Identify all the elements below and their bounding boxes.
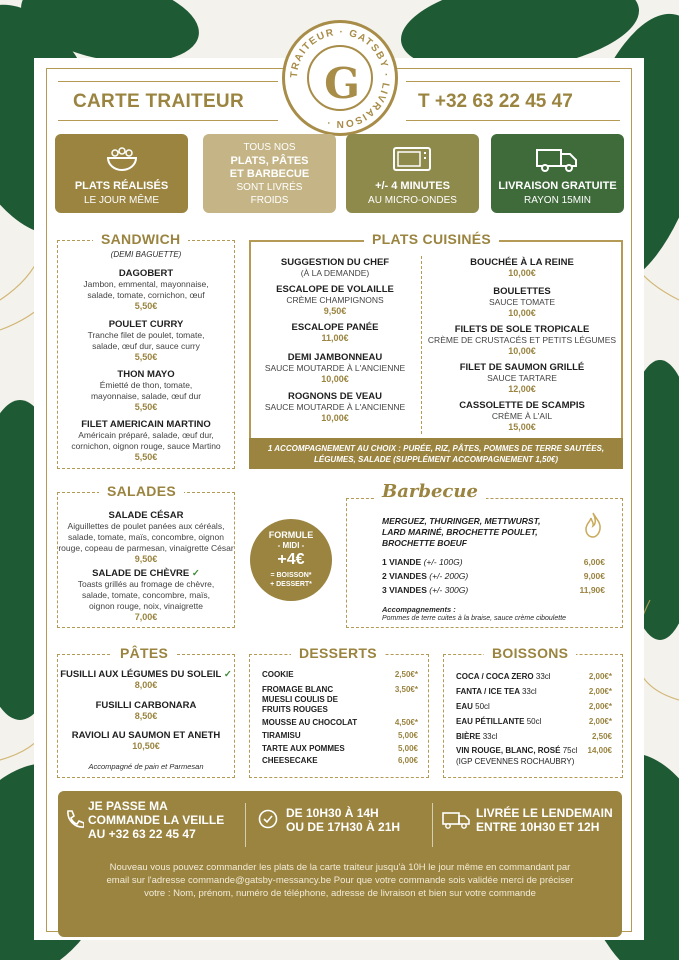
barbecue-option — [382, 557, 463, 567]
drink-volume: 33cl — [521, 687, 537, 696]
barbecue-desc-line: MERGUEZ, THURINGER, METTWURST, — [382, 516, 541, 526]
salades-title: SALADES — [99, 483, 184, 499]
drink-label: BIÈRE — [456, 732, 481, 741]
item-name: DAGOBERT — [118, 268, 174, 279]
item-price: 11,00€ — [321, 333, 349, 343]
accompaniment-line: LÉGUMES, SALADE (SUPPLÉMENT ACCOMPAGNEMENT 1,50€) — [313, 455, 559, 464]
barbecue-option — [382, 571, 468, 581]
option-weight: (+/- 200G) — [429, 571, 469, 581]
order-delivery-block — [476, 806, 613, 834]
item-price: 10,00€ — [321, 413, 349, 423]
note-line: Nouveau vous pouvez commander les plats de la carte traiteur jusqu'à 10H le jour même en commandant par — [109, 862, 571, 873]
order-text-line: COMMANDE LA VEILLE — [88, 813, 225, 827]
item-price: 10,00€ — [321, 374, 349, 384]
menu-item — [57, 568, 235, 623]
barbecue-accomp-text: Pommes de terre cuites à la braise, sauce crème ciboulette — [382, 615, 567, 622]
feature-sublabel: LE JOUR MÊME — [83, 195, 159, 206]
feature-sublabel: FROIDS — [250, 195, 289, 206]
item-desc: Tranche filet de poulet, tomate, — [87, 330, 205, 340]
menu-item — [254, 352, 416, 385]
order-info-banner — [58, 791, 622, 937]
drink-label: COCA / COCA ZERO — [456, 672, 534, 681]
delivery-truck-icon — [491, 142, 624, 174]
option-label: 2 VIANDES — [382, 571, 427, 581]
logo-ring-label: TRAITEUR · GATSBY · LIVRAISON · — [288, 26, 392, 130]
menu-item — [424, 400, 620, 433]
item-name: BOUCHÉE À LA REINE — [470, 257, 574, 268]
item-price: 12,00€ — [508, 384, 536, 394]
item-price: 8,00€ — [134, 680, 158, 690]
drink-price: 2,00€* — [588, 717, 612, 726]
dessert-price: 5,00€ — [397, 731, 418, 740]
item-name: POULET CURRY — [108, 319, 184, 330]
drink-name — [456, 732, 497, 741]
item-desc: Émietté de thon, tomate, — [99, 380, 193, 390]
order-text-line: OU DE 17H30 À 21H — [286, 820, 401, 834]
feature-label: +/- 4 MINUTES — [375, 180, 450, 192]
item-price: 15,00€ — [508, 422, 536, 432]
menu-item — [254, 322, 416, 344]
plats-divider — [421, 256, 422, 434]
feature-tile-microwave — [346, 134, 479, 213]
item-price: 9,50€ — [323, 306, 347, 316]
dessert-price: 2,50€* — [394, 670, 418, 679]
item-desc: CRÈME CHAMPIGNONS — [286, 295, 384, 305]
item-desc: Aiguillettes de poulet panées aux céréals, — [67, 521, 225, 531]
feature-tile-same-day — [55, 134, 188, 213]
item-desc: cornichon, oignon rouge, sauce Martino — [71, 441, 221, 451]
flame-icon — [583, 512, 603, 538]
feature-label: PLATS, PÂTES — [230, 155, 309, 167]
dessert-name: CHEESECAKE — [262, 756, 318, 765]
item-desc: SAUCE TOMATE — [488, 297, 556, 307]
pates-note: Accompagné de pain et Parmesan — [88, 762, 204, 771]
formule-label: + DESSERT* — [270, 581, 312, 588]
menu-item — [57, 700, 235, 722]
barbecue-accomp-title: Accompagnements : — [382, 605, 456, 614]
item-name: CASSOLETTE DE SCAMPIS — [459, 400, 585, 411]
item-desc: rouge, copeau de parmesan, vinaigrette César — [58, 543, 234, 553]
item-desc: salade, tomate, maïs, concombre, oignon — [68, 532, 224, 542]
order-text-line: ENTRE 10H30 ET 12H — [476, 820, 600, 834]
check-clock-icon — [258, 809, 278, 829]
item-name: FILETS DE SOLE TROPICALE — [454, 324, 590, 335]
order-text-line: LIVRÉE LE LENDEMAIN — [476, 806, 613, 820]
note-line: votre : Nom, prénom, numéro de téléphone, adresse de livraison et bien sur votre commande — [144, 888, 536, 899]
item-desc: SAUCE TARTARE — [487, 373, 557, 383]
drink-igp-note: (IGP CEVENNES ROCHAUBRY) — [456, 757, 575, 766]
formule-label: FORMULE — [268, 530, 314, 540]
item-name: FUSILLI AUX LÉGUMES DU SOLEIL — [60, 669, 222, 680]
feature-sublabel: AU MICRO-ONDES — [368, 195, 457, 206]
dessert-name: TARTE AUX POMMES — [262, 744, 345, 753]
header-phone: T +32 63 22 45 47 — [406, 81, 620, 121]
barbecue-description — [382, 516, 582, 549]
barbecue-title: Barbecue — [374, 481, 486, 502]
delivery-truck-icon — [441, 810, 471, 830]
menu-item — [424, 324, 620, 357]
dessert-price: 4,50€* — [394, 718, 418, 727]
drink-name — [456, 687, 537, 696]
menu-item — [57, 669, 235, 691]
dessert-price: 5,00€ — [397, 744, 418, 753]
menu-item — [254, 391, 416, 424]
menu-item — [254, 284, 416, 317]
drink-name — [456, 717, 541, 726]
option-price: 6,00€ — [583, 557, 605, 567]
item-price: 5,50€ — [134, 352, 158, 362]
drink-label: VIN ROUGE, BLANC, ROSÉ — [456, 746, 561, 755]
formule-label: = BOISSON* — [270, 572, 312, 579]
drink-label: EAU — [456, 702, 473, 711]
desserts-title: DESSERTS — [291, 645, 385, 661]
dessert-name: MOUSSE AU CHOCOLAT — [262, 718, 358, 727]
drink-price: 2,00€* — [588, 687, 612, 696]
item-name: ESCALOPE PANÉE — [291, 322, 379, 333]
drink-name — [456, 702, 490, 711]
banner-divider — [432, 803, 433, 847]
microwave-icon — [346, 142, 479, 174]
item-price: 10,00€ — [508, 346, 536, 356]
dessert-name: TIRAMISU — [262, 731, 301, 740]
drink-price: 14,00€ — [587, 746, 612, 755]
item-desc: CRÈME DE CRUSTACÉS ET PETITS LÉGUMES — [427, 335, 617, 345]
item-name: SALADE CÉSAR — [108, 510, 184, 521]
logo-initial: G — [324, 59, 360, 108]
item-desc: Jambon, emmental, mayonnaise, — [83, 279, 209, 289]
item-name: SALADE DE CHÈVRE — [92, 568, 190, 579]
item-desc: oignon rouge, noix, vinaigrette — [89, 601, 203, 611]
feature-pretext: TOUS NOS — [243, 142, 296, 153]
item-desc: CRÈME À L'AIL — [491, 411, 553, 421]
barbecue-option — [382, 585, 468, 595]
drink-price: 2,00€* — [588, 672, 612, 681]
pates-title: PÂTES — [112, 645, 176, 661]
menu-item — [57, 268, 235, 312]
drink-label: FANTA / ICE TEA — [456, 687, 520, 696]
item-price: 7,00€ — [134, 612, 158, 622]
item-name: FILET AMERICAIN MARTINO — [81, 419, 211, 430]
feature-tile-cold-delivery — [203, 134, 336, 213]
menu-item — [57, 319, 235, 363]
dessert-price: 3,50€* — [394, 685, 418, 694]
menu-item — [254, 257, 416, 279]
order-text-line: DE 10H30 À 14H — [286, 806, 379, 820]
menu-item — [57, 369, 235, 413]
item-name: RAVIOLI AU SAUMON ET ANETH — [71, 730, 221, 741]
drink-volume: 33cl — [535, 672, 551, 681]
accompaniment-line: 1 ACCOMPAGNEMENT AU CHOIX : PURÉE, RIZ, PÂTES, POMMES DE TERRE SAUTÉES, — [267, 444, 605, 453]
order-hours-block — [286, 806, 400, 834]
option-weight: (+/- 100G) — [423, 557, 463, 567]
order-text-line: JE PASSE MA — [88, 799, 168, 813]
item-desc: (À LA DEMANDE) — [300, 268, 370, 278]
food-bowl-icon — [55, 142, 188, 174]
formule-price: +4€ — [277, 551, 305, 568]
note-line: email sur l'adresse commande@gatsby-messancy.be Pour que votre commande sois validée merci de préciser — [106, 875, 574, 886]
menu-item — [424, 286, 620, 319]
option-label: 3 VIANDES — [382, 585, 427, 595]
drink-price: 2,50€ — [591, 732, 612, 741]
logo-inner-ring — [307, 45, 373, 111]
feature-label: PLATS RÉALISÉS — [74, 180, 169, 192]
feature-tile-free-delivery — [491, 134, 624, 213]
item-price: 10,50€ — [132, 741, 160, 751]
sandwich-title: SANDWICH — [93, 231, 188, 247]
item-price: 5,50€ — [134, 301, 158, 311]
menu-item — [57, 730, 235, 752]
item-desc: Toasts grillés au fromage de chèvre, — [77, 579, 215, 589]
option-price: 9,00€ — [583, 571, 605, 581]
dessert-name: COOKIE — [262, 670, 294, 679]
gatsby-logo — [282, 20, 398, 136]
item-name: FILET DE SAUMON GRILLÉ — [459, 362, 585, 373]
accompaniment-banner — [249, 438, 623, 469]
item-name: SUGGESTION DU CHEF — [280, 257, 390, 268]
sandwich-subtitle: (DEMI BAGUETTE) — [110, 250, 182, 259]
drink-name — [456, 746, 577, 755]
item-price: 10,00€ — [508, 308, 536, 318]
item-name: ROGNONS DE VEAU — [288, 391, 382, 402]
order-text-line: AU +32 63 22 45 47 — [88, 827, 196, 841]
drink-volume: 75cl — [562, 746, 578, 755]
option-label: 1 VIANDE — [382, 557, 422, 567]
menu-item — [424, 362, 620, 395]
option-price: 11,90€ — [579, 585, 605, 595]
dessert-name-line: MUESLI COULIS DE — [262, 695, 339, 704]
item-name: DEMI JAMBONNEAU — [287, 352, 383, 363]
item-name: THON MAYO — [117, 369, 175, 380]
vegetarian-leaf-icon: ✓ — [191, 568, 200, 579]
item-price: 5,50€ — [134, 402, 158, 412]
drink-name — [456, 672, 551, 681]
menu-item — [57, 510, 235, 565]
drink-volume: 33cl — [482, 732, 498, 741]
order-phone-block — [88, 799, 224, 841]
item-price: 5,50€ — [134, 452, 158, 462]
drink-volume: 50cl — [526, 717, 542, 726]
order-email-note — [62, 861, 618, 900]
dessert-name-line: FROMAGE BLANC — [262, 685, 334, 694]
dessert-name — [262, 685, 338, 715]
barbecue-desc-line: LARD MARINÉ, BROCHETTE POULET, — [382, 527, 538, 537]
item-price: 10,00€ — [508, 268, 536, 278]
item-desc: SAUCE MOUTARDE À L'ANCIENNE — [264, 363, 406, 373]
banner-divider — [245, 803, 246, 847]
drink-volume: 50cl — [475, 702, 490, 711]
feature-sublabel: SONT LIVRÉS — [236, 182, 303, 193]
item-name: ESCALOPE DE VOLAILLE — [276, 284, 394, 295]
plats-title: PLATS CUISINÉS — [364, 231, 499, 247]
menu-item — [424, 257, 620, 279]
drink-label: EAU PÉTILLANTE — [456, 717, 525, 726]
drink-price: 2,00€* — [588, 702, 612, 711]
formule-midi-badge — [250, 519, 332, 601]
item-desc: salade, tomate, cornichon, œuf — [87, 290, 205, 300]
item-desc: mayonnaise, salade, œuf dur — [90, 391, 202, 401]
dessert-name-line: FRUITS ROUGES — [262, 705, 328, 714]
item-name: BOULETTES — [493, 286, 551, 297]
formule-label: - MIDI - — [277, 541, 305, 550]
option-weight: (+/- 300G) — [429, 585, 469, 595]
item-desc: SAUCE MOUTARDE À L'ANCIENNE — [264, 402, 406, 412]
page-title: CARTE TRAITEUR — [58, 81, 278, 121]
menu-item — [57, 419, 235, 463]
item-desc: salade, œuf dur, sauce curry — [92, 341, 200, 351]
item-desc: salade, tomate, concombre, maïs, — [81, 590, 211, 600]
phone-icon — [64, 809, 84, 831]
item-price: 8,50€ — [134, 711, 158, 721]
item-desc: Américain préparé, salade, œuf dur, — [78, 430, 214, 440]
boissons-title: BOISSONS — [484, 645, 576, 661]
dessert-price: 6,00€ — [397, 756, 418, 765]
feature-label: LIVRAISON GRATUITE — [498, 180, 617, 192]
item-name: FUSILLI CARBONARA — [95, 700, 197, 711]
feature-sublabel: RAYON 15MIN — [523, 195, 592, 206]
item-price: 9,50€ — [134, 554, 158, 564]
feature-label: ET BARBECUE — [229, 168, 310, 180]
vegetarian-leaf-icon: ✓ — [223, 669, 232, 680]
barbecue-desc-line: BROCHETTE BOEUF — [382, 538, 467, 548]
